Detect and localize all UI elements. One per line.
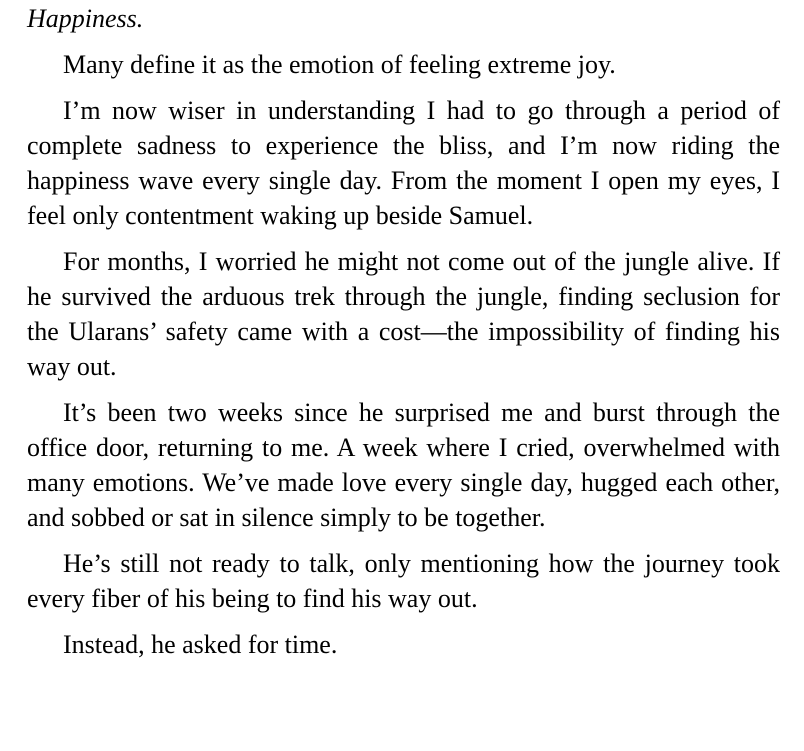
paragraph: Instead, he asked for time. — [63, 630, 338, 659]
paragraph: I’m now wiser in understanding I had to go through a period of complete sadness to experience the bliss, and I’m now riding the happiness wave every single day. From the moment I open my eyes, I feel only contentment waking up beside Samuel. — [27, 96, 780, 230]
paragraph: It’s been two weeks since he surprised me and burst through the office door, returning to me. A week where I cried, overwhelmed with many emotions. We’ve made love every single day, hugged each other, and sobbed or sat in silence simply to be together. — [27, 398, 780, 532]
chapter-opening-word: Happiness. — [27, 4, 144, 33]
paragraph: For months, I worried he might not come out of the jungle alive. If he survived the arduous trek through the jungle, finding seclusion for the Ularans’ safety came with a cost—the impossibility of finding his way out. — [27, 247, 780, 381]
paragraph: Many define it as the emotion of feeling extreme joy. — [63, 50, 616, 79]
paragraph: He’s still not ready to talk, only mentioning how the journey took every fiber of his being to find his way out. — [27, 549, 780, 613]
